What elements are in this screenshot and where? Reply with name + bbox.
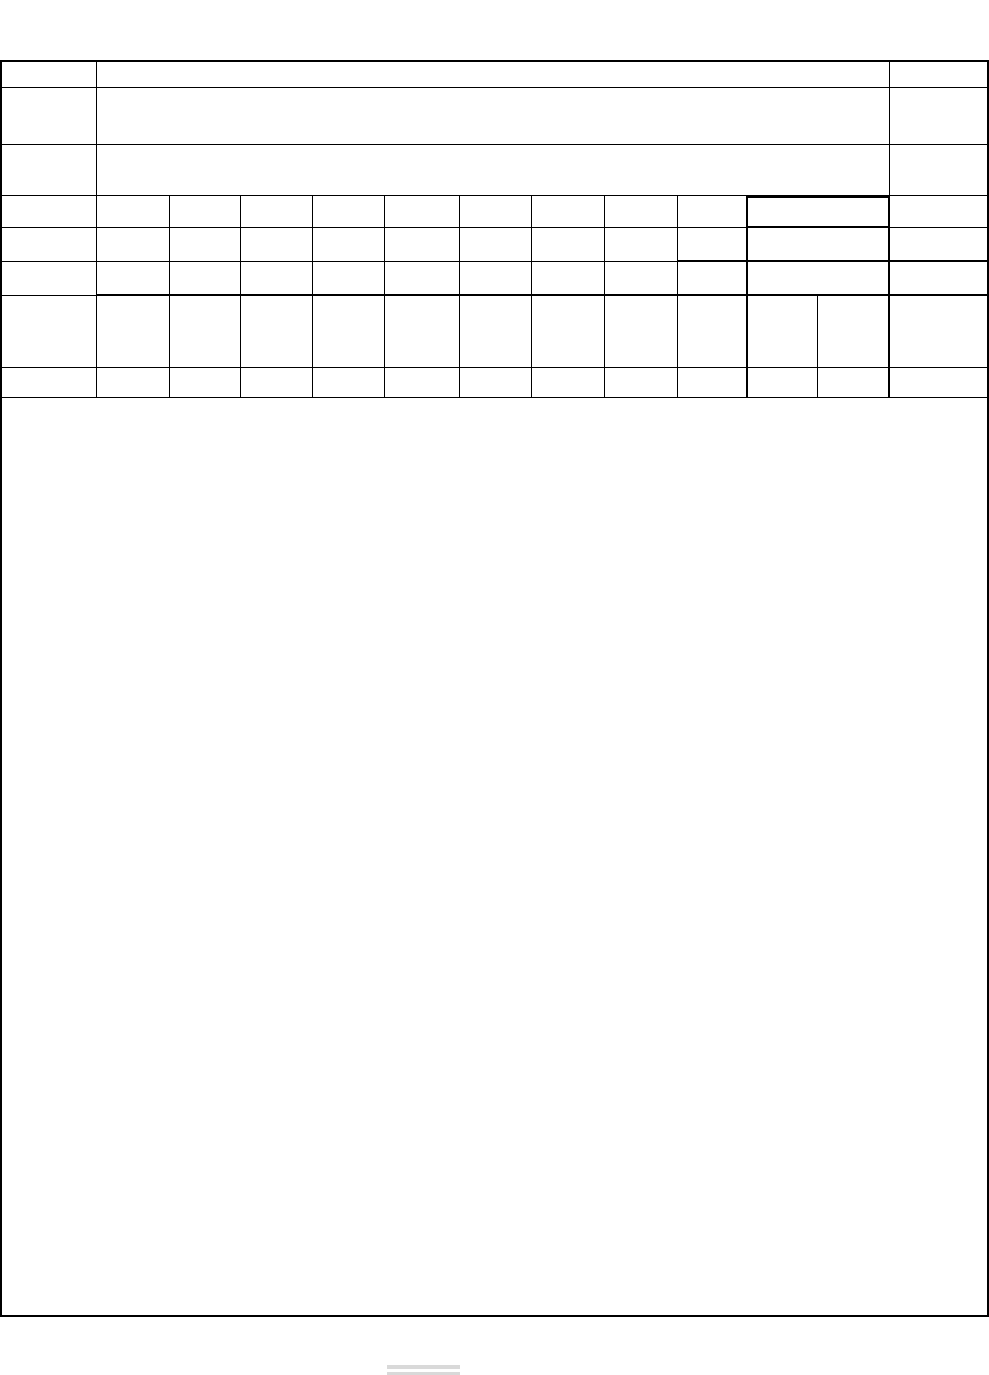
bottom-gray-bar bbox=[387, 1365, 460, 1369]
source-label-left bbox=[0, 60, 97, 88]
subheader-blank bbox=[460, 368, 532, 398]
flowering-date bbox=[313, 296, 385, 368]
condition-label-left bbox=[0, 88, 97, 145]
year-header bbox=[170, 196, 241, 228]
condition-label-right bbox=[890, 88, 989, 145]
ear-rate-value bbox=[170, 262, 241, 296]
source-value bbox=[97, 60, 890, 88]
year-header bbox=[532, 196, 605, 228]
flowering-date bbox=[385, 296, 460, 368]
ear-rate-value bbox=[385, 262, 460, 296]
subheader-blank bbox=[890, 368, 989, 398]
subheader-blank bbox=[605, 368, 678, 398]
legend-label-left bbox=[0, 145, 97, 196]
flowering-date bbox=[97, 296, 170, 368]
ear-rate-label-right bbox=[890, 262, 989, 296]
field-rate-value bbox=[97, 228, 170, 262]
field-rate-value bbox=[385, 228, 460, 262]
flowering-label-right bbox=[890, 296, 989, 368]
field-rate-value bbox=[313, 228, 385, 262]
flowering-date-tsu-2026 bbox=[748, 296, 818, 368]
flowering-date bbox=[532, 296, 605, 368]
ear-rate-label-left bbox=[0, 262, 97, 296]
ear-rate-value bbox=[678, 262, 748, 296]
subheader-blank bbox=[170, 368, 241, 398]
ear-rate-value bbox=[241, 262, 313, 296]
year-header bbox=[313, 196, 385, 228]
main-table bbox=[0, 60, 989, 398]
subheader-blank bbox=[532, 368, 605, 398]
flowering-label-left bbox=[0, 296, 97, 368]
legend-text bbox=[97, 145, 890, 196]
ear-rate-value bbox=[313, 262, 385, 296]
subheader-blank bbox=[0, 368, 97, 398]
ear-rate-value bbox=[605, 262, 678, 296]
field-rate-value bbox=[532, 228, 605, 262]
field-rate-label-left bbox=[0, 228, 97, 262]
station-header-tsu bbox=[748, 368, 818, 398]
flowering-date bbox=[170, 296, 241, 368]
year-header bbox=[97, 196, 170, 228]
subheader-blank bbox=[313, 368, 385, 398]
field-rate-value bbox=[605, 228, 678, 262]
flowering-date bbox=[241, 296, 313, 368]
station-header-ueno bbox=[818, 368, 890, 398]
field-rate-value bbox=[678, 228, 748, 262]
field-rate-value-2026 bbox=[748, 228, 890, 262]
flowering-date bbox=[605, 296, 678, 368]
condition-text bbox=[97, 88, 890, 145]
flowering-date bbox=[460, 296, 532, 368]
source-label-right bbox=[890, 60, 989, 88]
year-header bbox=[605, 196, 678, 228]
subheader-blank bbox=[241, 368, 313, 398]
flowering-date bbox=[678, 296, 748, 368]
subheader-blank bbox=[385, 368, 460, 398]
survey-year-label-left bbox=[0, 196, 97, 228]
subheader-blank bbox=[97, 368, 170, 398]
legend-label-right bbox=[890, 145, 989, 196]
field-rate-label-right bbox=[890, 228, 989, 262]
year-header bbox=[460, 196, 532, 228]
field-rate-value bbox=[170, 228, 241, 262]
year-header bbox=[678, 196, 748, 228]
subheader-blank bbox=[678, 368, 748, 398]
field-rate-value bbox=[460, 228, 532, 262]
year-header-2026 bbox=[748, 196, 890, 228]
ear-rate-value bbox=[532, 262, 605, 296]
ear-rate-value-2026 bbox=[748, 262, 890, 296]
ear-rate-value bbox=[460, 262, 532, 296]
year-header bbox=[241, 196, 313, 228]
flowering-date-ueno-2026 bbox=[818, 296, 890, 368]
survey-year-label-right bbox=[890, 196, 989, 228]
field-rate-value bbox=[241, 228, 313, 262]
ear-rate-value bbox=[97, 262, 170, 296]
year-header bbox=[385, 196, 460, 228]
